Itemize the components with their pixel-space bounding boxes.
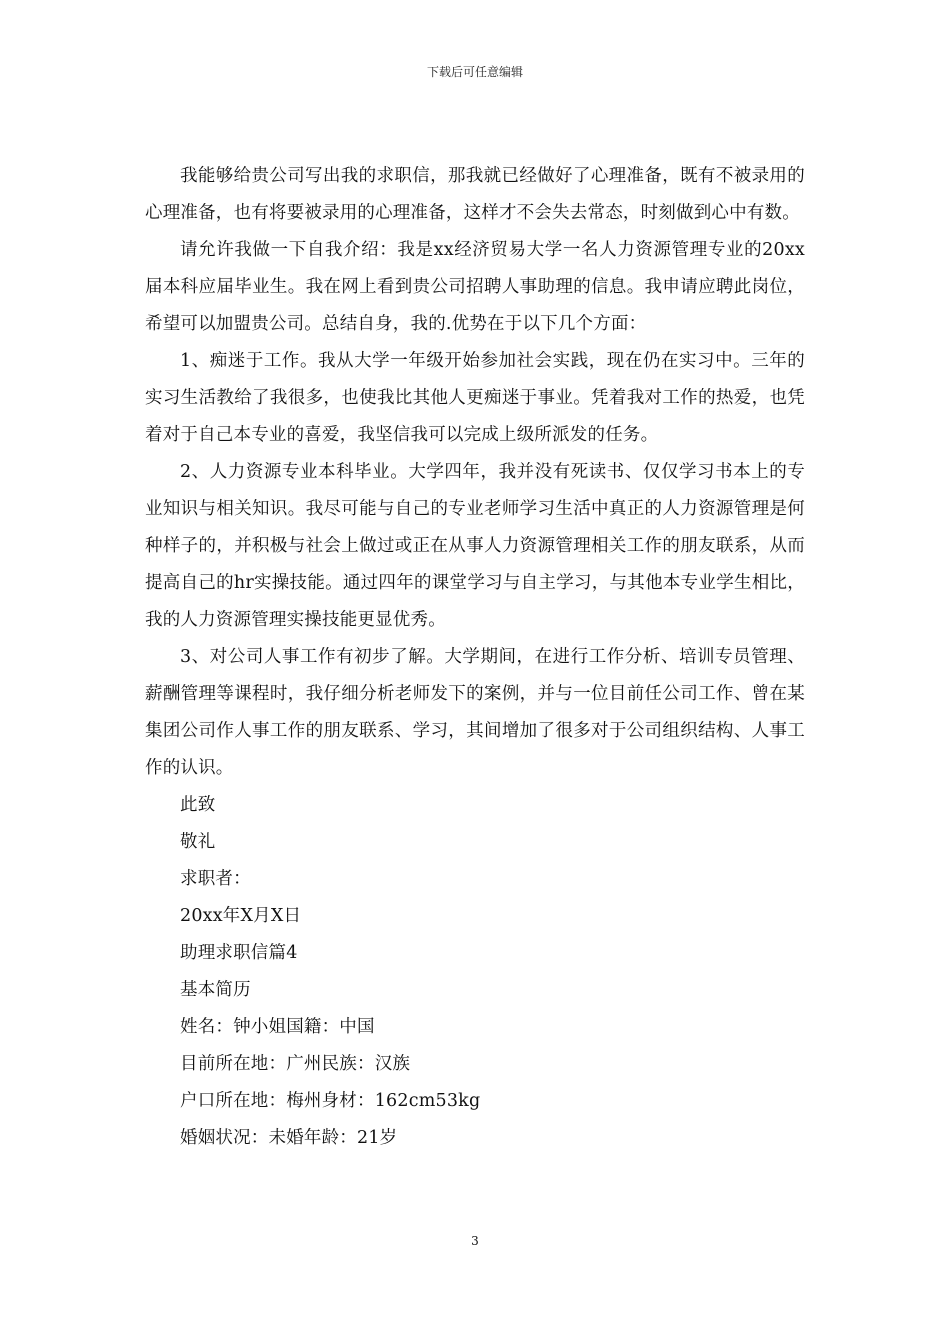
paragraph-intro: 我能够给贵公司写出我的求职信，那我就已经做好了心理准备，既有不被录用的心理准备，也有将要被录用的心理准备，这样才不会失去常态，时刻做到心中有数。 (145, 166, 805, 223)
document-body (145, 158, 805, 1157)
paragraph-strength-3: 3、对公司人事工作有初步了解。大学期间，在进行工作分析、培训专员管理、薪酬管理等课程时，我仔细分析老师发下的案例，并与一位目前任公司工作、曾在某集团公司作人事工作的朋友联系、学习，其间增加了很多对于公司组织结构、人事工作的认识。 (145, 647, 805, 778)
resume-line-marital: 婚姻状况：未婚年龄：21岁 (180, 1128, 398, 1148)
closing-applicant: 求职者： (180, 869, 251, 889)
resume-line-location: 目前所在地：广州民族：汉族 (180, 1054, 411, 1074)
closing-salutation: 此致 (180, 795, 216, 815)
paragraph-strength-2: 2、人力资源专业本科毕业。大学四年，我并没有死读书、仅仅学习书本上的专业知识与相关知识。我尽可能与自己的专业老师学习生活中真正的人力资源管理是何种样子的，并积极与社会上做过或正在从事人力资源管理相关工作的朋友联系，从而提高自己的hr实操技能。通过四年的课堂学习与自主学习，与其他本专业学生相比，我的人力资源管理实操技能更显优秀。 (145, 462, 805, 630)
closing-respect: 敬礼 (180, 832, 216, 852)
section-title: 助理求职信篇4 (180, 943, 298, 963)
resume-line-name: 姓名：钟小姐国籍：中国 (180, 1017, 375, 1037)
page-header: 下载后可任意编辑 (426, 65, 523, 79)
resume-heading: 基本简历 (180, 980, 251, 1000)
resume-line-household: 户口所在地：梅州身材：162cm53kg (180, 1091, 481, 1111)
closing-date: 20xx年X月X日 (180, 906, 302, 926)
paragraph-self-introduction: 请允许我做一下自我介绍：我是xx经济贸易大学一名人力资源管理专业的20xx届本科应届毕业生。我在网上看到贵公司招聘人事助理的信息。我申请应聘此岗位，希望可以加盟贵公司。总结自身，我的.优势在于以下几个方面： (145, 240, 805, 334)
page-number: 3 (471, 1234, 479, 1248)
paragraph-strength-1: 1、痴迷于工作。我从大学一年级开始参加社会实践，现在仍在实习中。三年的实习生活教给了我很多，也使我比其他人更痴迷于事业。凭着我对工作的热爱，也凭着对于自己本专业的喜爱，我坚信我可以完成上级所派发的任务。 (145, 351, 805, 445)
